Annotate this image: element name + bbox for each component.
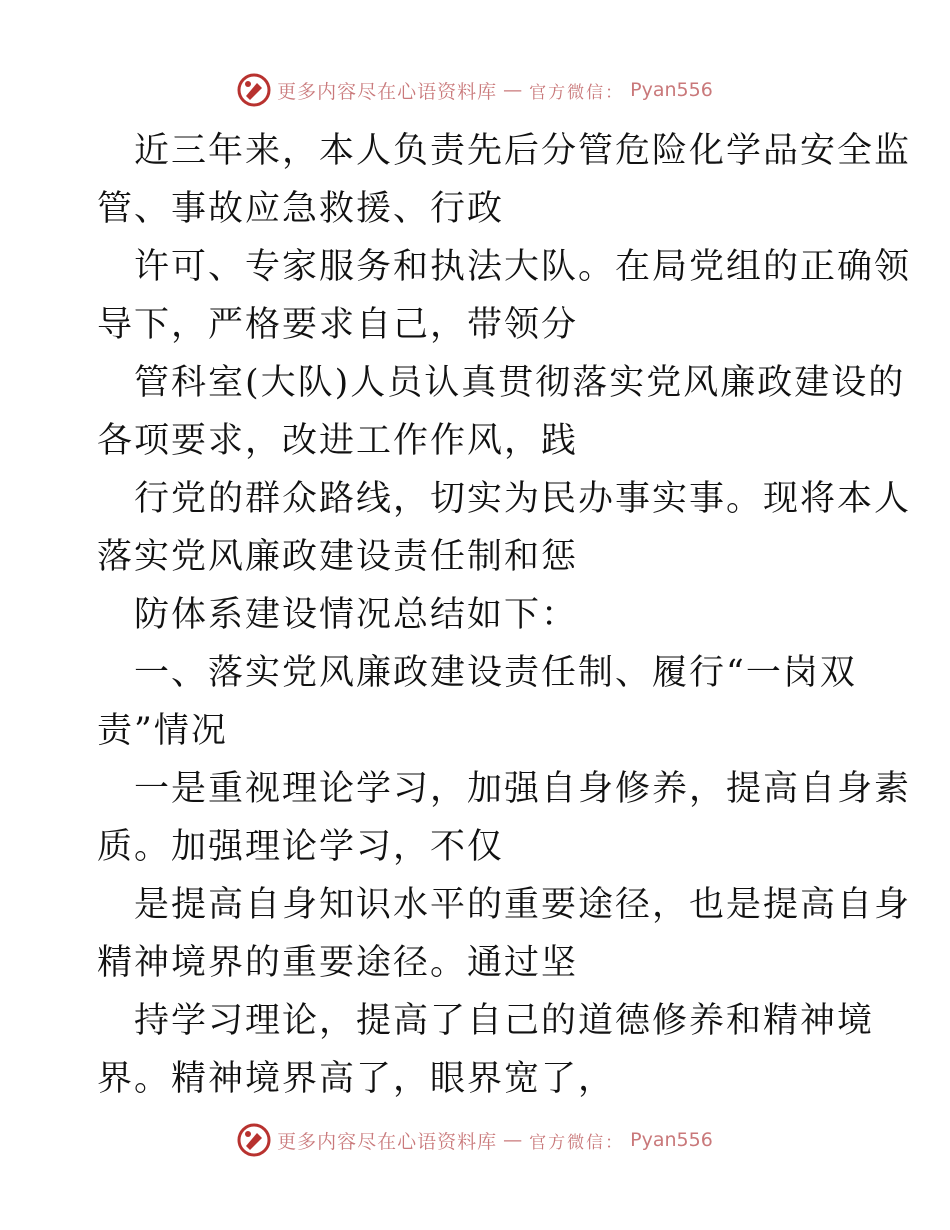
text-line: 导下，严格要求自己，带领分 — [97, 305, 579, 345]
text-line: 一是重视理论学习，加强自身修养，提高自身素 — [134, 769, 912, 809]
text-line: 近三年来，本人负责先后分管危险化学品安全监 — [134, 131, 912, 171]
text-line: 精神境界的重要途径。通过坚 — [97, 943, 579, 983]
document-body — [97, 122, 912, 1108]
header-watermark — [0, 70, 950, 110]
text-line: 防体系建设情况总结如下： — [134, 595, 579, 635]
text-line: 一、落实党风廉政建设责任制、履行“一岗双 — [134, 653, 857, 693]
footer-watermark — [0, 1120, 950, 1160]
text-line: 行党的群众路线，切实为民办事实事。现将本人 — [134, 479, 912, 519]
text-line: 质。加强理论学习，不仅 — [97, 827, 505, 867]
text-line: 责”情况 — [97, 711, 228, 751]
watermark-main-text: 更多内容尽在心语资料库 — [277, 80, 498, 103]
text-line: 界。精神境界高了，眼界宽了， — [97, 1059, 616, 1099]
text-line: 管、事故应急救援、行政 — [97, 189, 505, 229]
watermark-sub-text: 官方微信： — [529, 1132, 625, 1153]
watermark-main-text: 更多内容尽在心语资料库 — [277, 1130, 498, 1153]
watermark-sub-text: 官方微信： — [529, 82, 625, 103]
text-line: 许可、专家服务和执法大队。在局党组的正确领 — [134, 247, 912, 287]
watermark-dash: — — [503, 79, 524, 101]
text-line: 是提高自身知识水平的重要途径，也是提高自身 — [134, 885, 912, 925]
watermark-wechat-id: Pyan556 — [630, 1129, 713, 1151]
text-line: 管科室(大队)人员认真贯彻落实党风廉政建设的 — [134, 363, 906, 403]
watermark-dash: — — [503, 1129, 524, 1151]
text-line: 持学习理论，提高了自己的道德修养和精神境 — [134, 1001, 875, 1041]
brand-logo-icon — [237, 1123, 271, 1157]
text-line: 各项要求，改进工作作风，践 — [97, 421, 579, 461]
text-line: 落实党风廉政建设责任制和惩 — [97, 537, 579, 577]
brand-logo-icon — [237, 73, 271, 107]
watermark-wechat-id: Pyan556 — [630, 79, 713, 101]
